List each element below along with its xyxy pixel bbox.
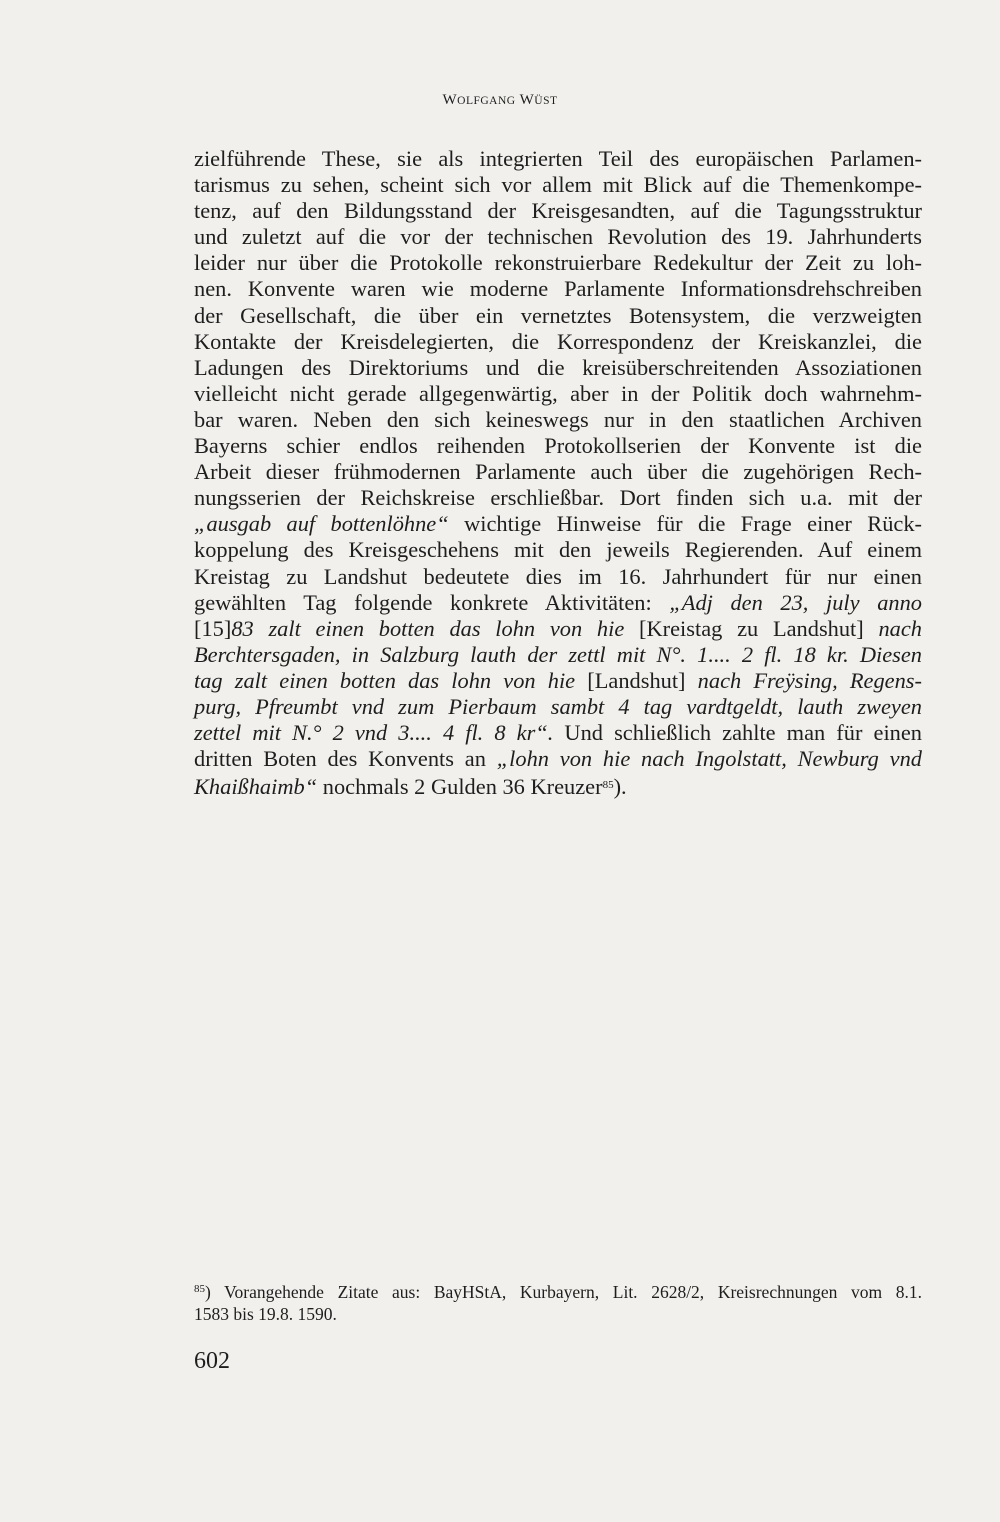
running-head-author	[0, 92, 1000, 109]
body-paragraph	[194, 146, 922, 800]
quote-italic: „lohn von hie nach Ingolstatt, Newburg vnd	[496, 746, 922, 772]
quote-italic: 83 zalt einen botten das lohn von hie	[231, 615, 625, 641]
footnote-marker: 85	[194, 1283, 205, 1295]
body-line: Kontakte der Kreisdelegierten, die Korrespondenz der Kreiskanzlei, die	[194, 328, 922, 354]
body-line	[194, 511, 922, 537]
quote-italic: Khaißhaimb“	[194, 774, 318, 800]
body-line: tarismus zu sehen, scheint sich vor allem mit Blick auf die Themenkompe-	[194, 172, 922, 198]
body-line	[194, 694, 922, 720]
body-text-run: [Kreistag zu Landshut]	[624, 615, 879, 641]
body-line: der Gesellschaft, die über ein vernetztes Botensystem, die verzweigten	[194, 302, 922, 328]
quote-italic: Berchtersgaden, in Salzburg lauth der zettl mit N°. 1.... 2 fl. 18 kr. Diesen	[194, 641, 922, 667]
body-line	[194, 746, 922, 772]
body-text-run: [15]	[194, 615, 232, 641]
author-first-initial: W	[442, 92, 458, 108]
author-first-rest: OLFGANG	[457, 95, 516, 107]
body-line: bar waren. Neben den sich keineswegs nur in den staatlichen Archiven	[194, 406, 922, 432]
quote-italic: „ausgab auf bottenlöhne“	[194, 511, 449, 537]
page-number: 602	[194, 1348, 230, 1374]
body-line	[194, 616, 922, 642]
body-line: vielleicht nicht gerade allgegenwärtig, aber in der Politik doch wahrnehm-	[194, 380, 922, 406]
body-line: nen. Konvente waren wie moderne Parlamente Informationsdrehschreiben	[194, 276, 922, 302]
footnote-line	[194, 1278, 922, 1303]
body-line	[194, 772, 922, 800]
body-text-run: Und schließlich zahlte man für einen	[553, 720, 922, 746]
body-line	[194, 642, 922, 668]
body-line: Kreistag zu Landshut bedeutete dies im 16. Jahrhundert für nur einen	[194, 563, 922, 589]
body-text-run: gewählten Tag folgende konkrete Aktivitäten:	[194, 589, 670, 615]
footnote-85	[194, 1278, 922, 1325]
body-line: tenz, auf den Bildungsstand der Kreisgesandten, auf die Tagungsstruktur	[194, 198, 922, 224]
author-last-rest: ÜST	[534, 95, 558, 107]
body-line: Arbeit dieser frühmodernen Parlamente auch über die zugehörigen Rech-	[194, 459, 922, 485]
quote-italic: tag zalt einen botten das lohn von hie	[194, 667, 576, 693]
footnote-text: ) Vorangehende Zitate aus: BayHStA, Kurbayern, Lit. 2628/2, Kreisrechnungen vom 8.1.	[205, 1282, 922, 1302]
body-text-run: [Landshut]	[575, 667, 698, 693]
quote-italic: zettel mit N.° 2 vnd 3.... 4 fl. 8 kr“.	[194, 720, 554, 746]
body-text-run: dritten Boten des Konvents an	[194, 746, 497, 772]
quote-italic: nach	[878, 615, 922, 641]
footnote-reference[interactable]: 85	[602, 779, 614, 792]
footnote-line: 1583 bis 19.8. 1590.	[194, 1304, 337, 1324]
body-line	[194, 668, 922, 694]
body-line: Ladungen des Direktoriums und die kreisüberschreitenden Assoziationen	[194, 354, 922, 380]
body-line: koppelung des Kreisgeschehens mit den jeweils Regierenden. Auf einem	[194, 537, 922, 563]
body-text-run: wichtige Hinweise für die Frage einer Rück-	[448, 511, 922, 537]
quote-italic: „Adj den 23, july anno	[669, 589, 922, 615]
quote-italic: purg, Pfreumbt vnd zum Pierbaum sambt 4 tag vardtgeldt, lauth zweyen	[194, 693, 922, 719]
body-line: nungsserien der Reichskreise erschließbar. Dort finden sich u.a. mit der	[194, 485, 922, 511]
body-line: und zuletzt auf die vor der technischen Revolution des 19. Jahrhunderts	[194, 224, 922, 250]
body-text-run: ).	[613, 774, 627, 800]
body-line: zielführende These, sie als integrierten Teil des europäischen Parlamen-	[194, 146, 922, 171]
body-line: leider nur über die Protokolle rekonstruierbare Redekultur der Zeit zu loh-	[194, 250, 922, 276]
body-line	[194, 720, 922, 746]
body-line: Bayerns schier endlos reihenden Protokollserien der Konvente ist die	[194, 433, 922, 459]
body-line	[194, 590, 922, 616]
body-text-run: nochmals 2 Gulden 36 Kreuzer	[317, 774, 603, 800]
author-last-initial: W	[519, 92, 535, 108]
quote-italic: nach Freÿsing, Regens-	[697, 667, 922, 693]
